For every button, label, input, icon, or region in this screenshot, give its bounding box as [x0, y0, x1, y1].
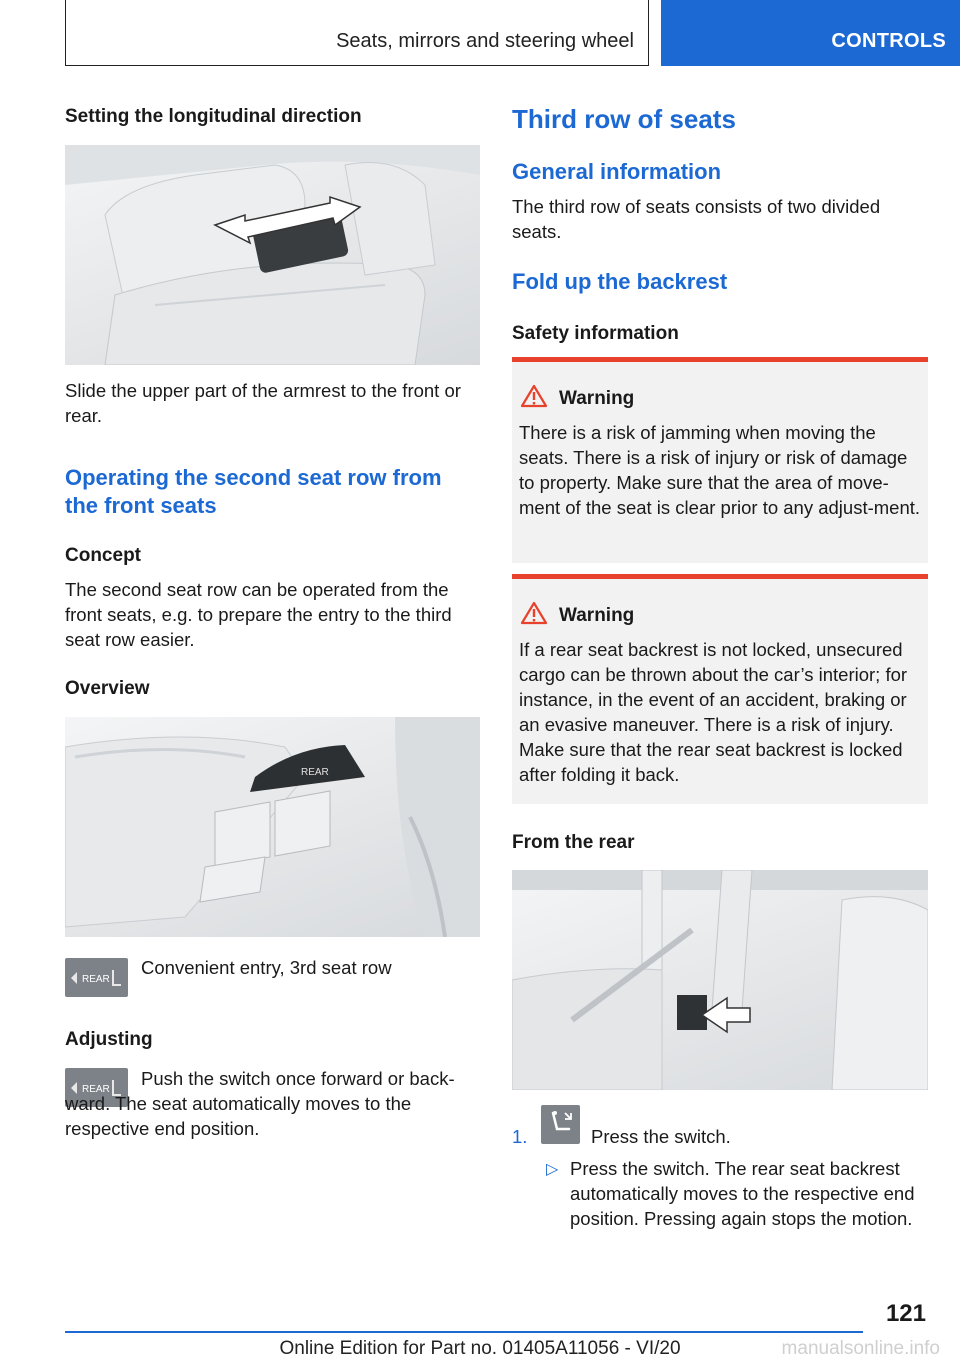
heading-from-rear: From the rear: [512, 832, 635, 853]
heading-safety-information: Safety information: [512, 323, 679, 344]
heading-adjusting: Adjusting: [65, 1029, 153, 1050]
sub-step-text: Press the switch. The rear seat backrest automatically moves to the respective end position. Pressing again stops the motion.: [570, 1158, 915, 1229]
page-number: 121: [885, 1300, 926, 1327]
header-section-box: [65, 0, 649, 66]
step-1-text: Press the switch.: [591, 1126, 731, 1147]
heading-overview: Overview: [65, 678, 150, 699]
heading-concept: Concept: [65, 545, 141, 566]
warning-triangle-icon: [520, 601, 548, 625]
warning-box-backrest-locked: [512, 574, 928, 804]
footer-edition: Online Edition for Part no. 01405A11056 - VI/20: [279, 1338, 681, 1359]
footer-divider: [65, 1331, 863, 1333]
rear-entry-button-label: REAR: [82, 974, 110, 985]
step-1-number: 1.: [512, 1126, 528, 1147]
heading-longitudinal: Setting the longitudinal direction: [65, 106, 362, 127]
warning-box-jamming: [512, 357, 928, 563]
warning-text: If a rear seat backrest is not locked, unsecured cargo can be thrown about the car’s interior; for instance, in the event of an accident, braking or an evasive maneuver. There is a risk of injury. Make sure that the rear seat backrest is locked after folding it back.: [519, 639, 908, 785]
warning-title: Warning: [559, 605, 635, 626]
heading-third-row: Third row of seats: [512, 104, 736, 134]
paragraph-slide-armrest: Slide the upper part of the armrest to the front or rear.: [65, 380, 461, 426]
armrest-photo: [65, 145, 480, 365]
rear-switch-label: REAR: [82, 1084, 110, 1095]
warning-text: There is a risk of jamming when moving the seats. There is a risk of injury or risk of damage to property. Make sure that the area of move-ment of the seat is clear prior to any adjust-ment.: [519, 422, 921, 518]
legend-convenient-entry: Convenient entry, 3rd seat row: [141, 957, 392, 978]
paragraph-concept: The second seat row can be operated from the front seats, e.g. to prepare the entry to the third seat row easier.: [65, 579, 452, 650]
heading-general-information: General information: [512, 159, 722, 184]
third-row-seat-photo: [512, 870, 928, 1090]
warning-triangle-icon: [520, 384, 548, 408]
header-section-title: Seats, mirrors and steering wheel: [336, 30, 634, 52]
paragraph-adjusting: Push the switch once forward or back-ward. The seat automatically moves to the respective end position.: [65, 1068, 455, 1139]
warning-title: Warning: [559, 388, 635, 409]
footer-watermark: manualsonline.info: [781, 1338, 940, 1359]
header-chapter-title: CONTROLS: [831, 30, 946, 52]
heading-fold-backrest: Fold up the backrest: [512, 269, 728, 294]
svg-text:REAR: REAR: [301, 767, 329, 778]
door-controls-photo: [65, 717, 480, 937]
paragraph-general: The third row of seats consists of two divided seats.: [512, 196, 881, 242]
rear-entry-button-icon: [65, 958, 128, 997]
seat-backrest-switch-icon: [541, 1105, 580, 1144]
sub-step-marker-icon: ▷: [546, 1161, 559, 1178]
header-chapter-tab: [661, 0, 960, 66]
heading-operating-second-row: Operating the second seat row from the front seats: [65, 465, 442, 518]
